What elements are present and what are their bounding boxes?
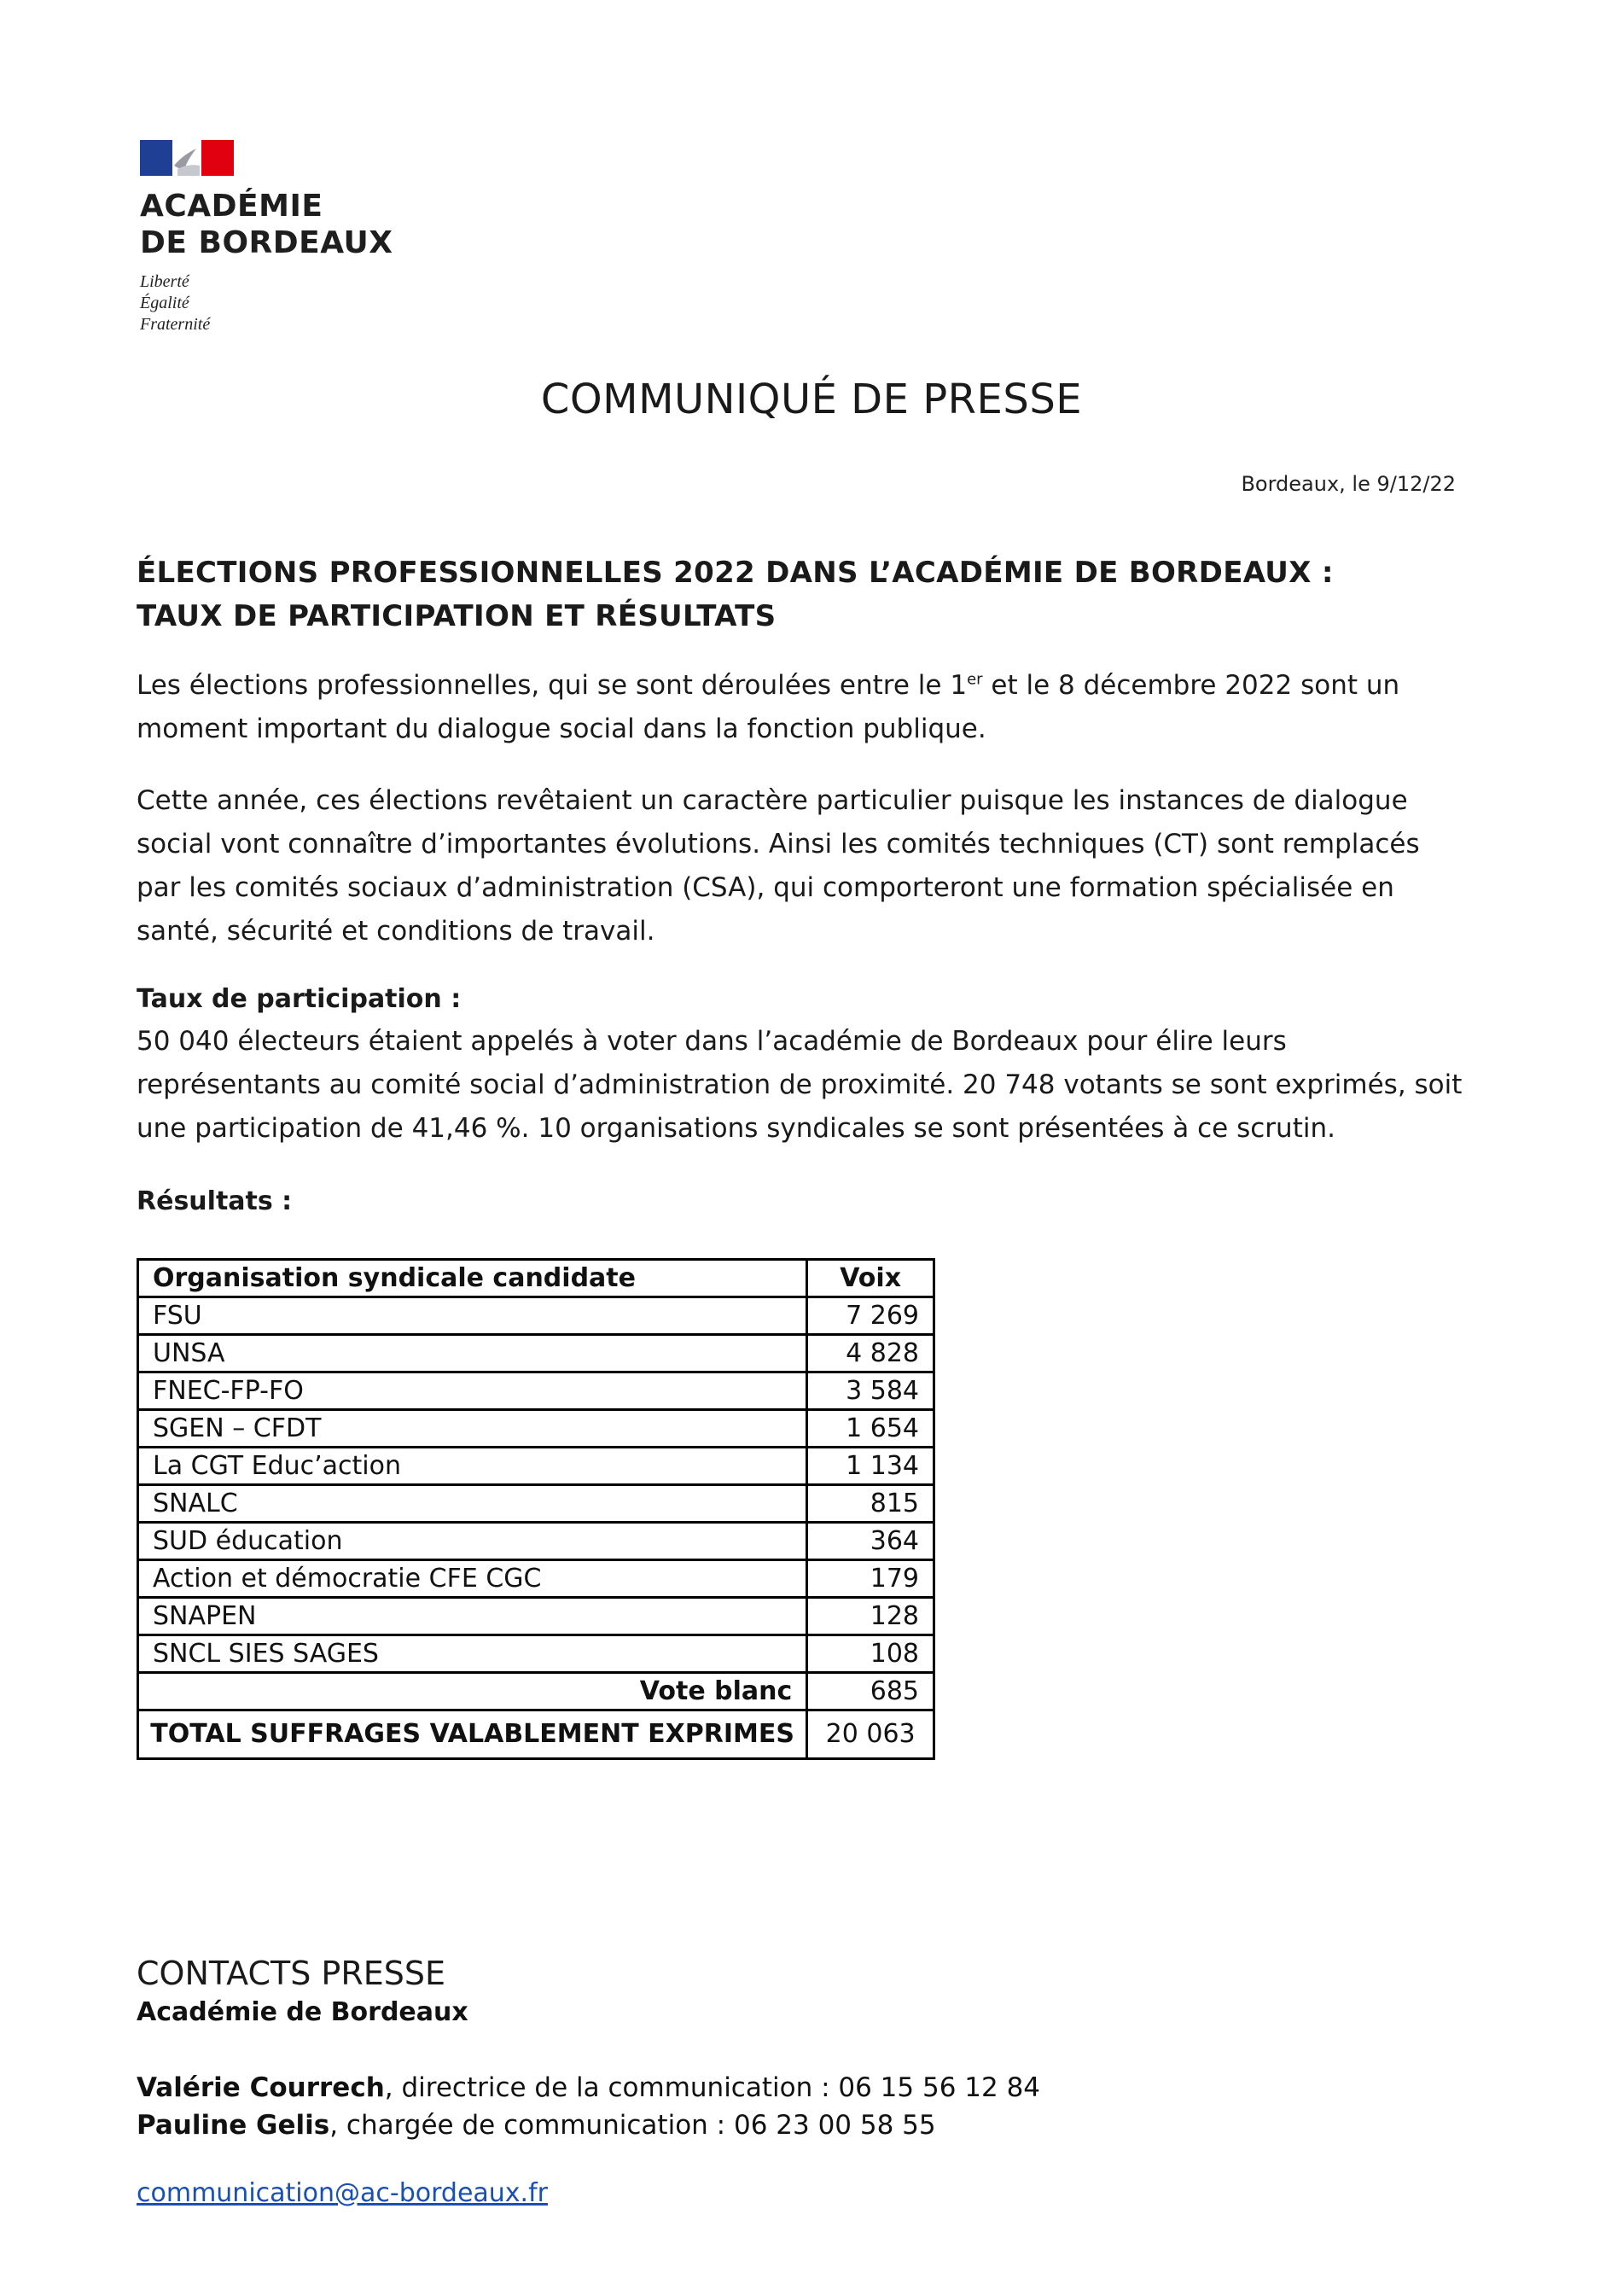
votes-cell: 3 584 [807,1372,934,1410]
organisation-cell: FSU [138,1297,807,1335]
votes-cell: 364 [807,1523,934,1560]
table-row [138,1335,934,1372]
academy-name-line2: DE BORDEAUX [140,225,393,260]
contact-person [137,2069,1331,2107]
organisation-cell: SNAPEN [138,1598,807,1635]
motto-egalite: Égalité [140,294,189,312]
table-row [138,1560,934,1598]
article-title-line2: TAUX DE PARTICIPATION ET RÉSULTATS [137,599,777,633]
contacts-title: CONTACTS PRESSE [137,1955,445,1992]
contact-role: , chargée de communication : 06 23 00 58 55 [329,2110,936,2141]
date-line: Bordeaux, le 9/12/22 [1241,472,1456,496]
participation-label: Taux de participation : [137,984,462,1014]
votes-cell: 1 134 [807,1448,934,1485]
contact-email-link[interactable]: communication@ac-bordeaux.fr [137,2178,548,2208]
organisation-cell: SNALC [138,1485,807,1523]
blank-vote-row [138,1673,934,1710]
organisation-cell: La CGT Educ’action [138,1448,807,1485]
votes-cell: 7 269 [807,1297,934,1335]
contact-name: Pauline Gelis [137,2110,330,2141]
contacts-organisation: Académie de Bordeaux [137,1997,468,2027]
intro-text-end: et le 8 décembre 2022 sont un moment important du dialogue social dans la fonction publique. [137,670,1400,744]
votes-cell: 108 [807,1635,934,1673]
total-count: 20 063 [807,1710,934,1759]
votes-cell: 1 654 [807,1410,934,1448]
votes-cell: 179 [807,1560,934,1598]
table-row [138,1523,934,1560]
contact-name: Valérie Courrech [137,2072,385,2103]
context-paragraph: Cette année, ces élections revêtaient un caractère particulier puisque les instances de dialogue social vont connaître d’importantes évolutions. Ainsi les comités techniques (CT) sont remplacés par les comités sociaux d’administration (CSA), qui comporteront une formation spécialisée en santé, sécurité et conditions de travail. [137,785,1420,947]
total-row [138,1710,934,1759]
contact-person [137,2107,1331,2144]
academy-name-line1: ACADÉMIE [140,189,323,224]
academy-name [140,188,413,261]
votes-cell: 815 [807,1485,934,1523]
press-release-body [137,551,1468,1760]
participation-paragraph: 50 040 électeurs étaient appelés à voter dans l’académie de Bordeaux pour élire leurs représentants au comité social d’administration de proximité. 20 748 votants se sont exprimés, soit une participation de 41,46 %. 10 organisations syndicales se sont présentées à ce scrutin. [137,1026,1463,1144]
table-row [138,1485,934,1523]
contact-role: , directrice de la communication : 06 15 56 12 84 [384,2072,1041,2103]
organisation-cell: SUD éducation [138,1523,807,1560]
motto-fraternite: Fraternité [140,315,211,334]
table-row [138,1598,934,1635]
table-row [138,1448,934,1485]
blank-vote-count: 685 [807,1673,934,1710]
votes-cell: 4 828 [807,1335,934,1372]
organisation-cell: FNEC-FP-FO [138,1372,807,1410]
document-type-heading: COMMUNIQUÉ DE PRESSE [540,376,1083,423]
article-title-line1: ÉLECTIONS PROFESSIONNELLES 2022 DANS L’ACADÉMIE DE BORDEAUX : [137,556,1334,590]
press-contacts [137,1953,1331,2211]
results-label: Résultats : [137,1186,293,1216]
header-organisation: Organisation syndicale candidate [138,1260,807,1297]
intro-paragraph [137,664,1468,751]
table-row [138,1297,934,1335]
republic-motto [140,271,413,335]
intro-superscript: er [967,670,983,689]
results-table [137,1258,935,1760]
blank-vote-label: Vote blanc [138,1673,807,1710]
marianne-flag-icon [140,140,234,176]
motto-liberte: Liberté [140,272,189,291]
total-label: TOTAL SUFFRAGES VALABLEMENT EXPRIMES [138,1710,807,1759]
table-row [138,1635,934,1673]
votes-cell: 128 [807,1598,934,1635]
header-votes: Voix [807,1260,934,1297]
organisation-cell: Action et démocratie CFE CGC [138,1560,807,1598]
table-header-row [138,1260,934,1297]
organisation-cell: SNCL SIES SAGES [138,1635,807,1673]
organisation-cell: SGEN – CFDT [138,1410,807,1448]
organisation-cell: UNSA [138,1335,807,1372]
table-row [138,1410,934,1448]
academy-logo [140,140,413,335]
intro-text-start: Les élections professionnelles, qui se sont déroulées entre le 1 [137,670,968,701]
table-row [138,1372,934,1410]
